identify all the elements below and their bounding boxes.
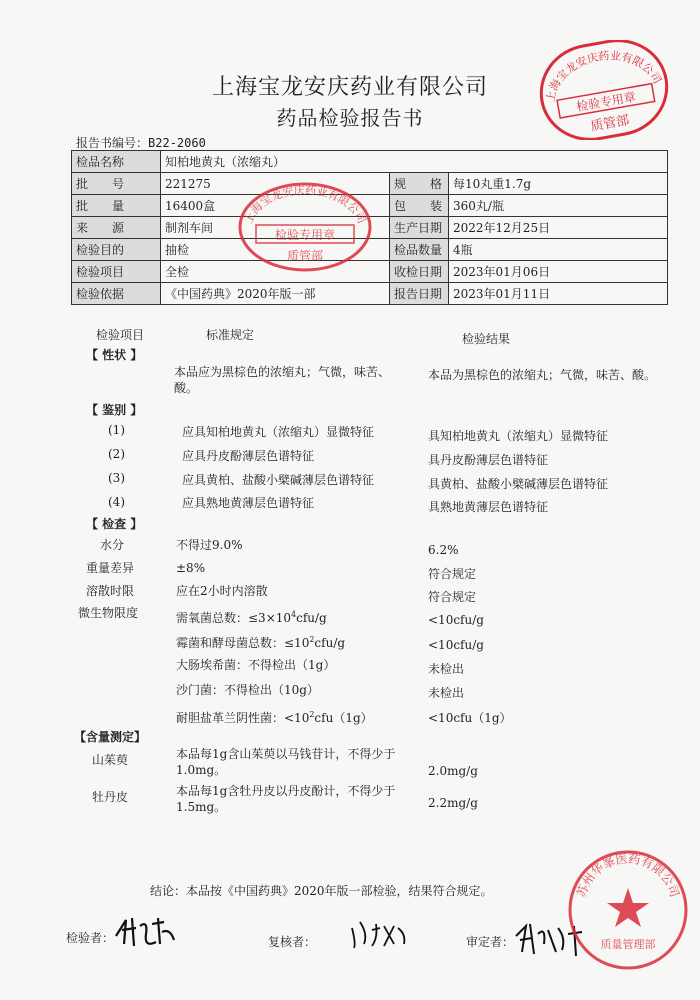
label-cell: 检验目的 [72, 239, 161, 261]
jianbie-standard: 应具黄柏、盐酸小檗碱薄层色谱特征 [182, 473, 375, 487]
company-name: 上海宝龙安庆药业有限公司 [211, 75, 488, 100]
report-number [76, 134, 206, 151]
table-row [72, 151, 668, 173]
zhongliang-result: 符合规定 [428, 567, 477, 581]
label-cell: 检验依据 [72, 283, 161, 305]
micro-result: <10cfu（1g） [428, 711, 512, 725]
label-cell: 检验项目 [72, 261, 161, 283]
reviewer-label: 复核者： [268, 935, 317, 949]
distributor-stamp [566, 848, 690, 972]
value-cell: 每10丸重1.7g [449, 173, 668, 195]
value-cell: 2023年01月06日 [449, 261, 668, 283]
stamp-arc-text: 苏州华峯医药有限公司 [574, 851, 682, 899]
label-cell: 生产日期 [390, 217, 449, 239]
value-cell: 16400盒 [161, 195, 390, 217]
shuifen-result: 6.2% [428, 543, 459, 557]
document-title: 药品检验报告书 [276, 106, 424, 130]
value-cell: 360丸/瓶 [449, 195, 668, 217]
value-cell: 4瓶 [449, 239, 668, 261]
rongsan-item: 溶散时限 [86, 584, 135, 598]
stamp-bottom-text: 质管部 [589, 113, 631, 135]
section-xingzhuang: 【 性状 】 [86, 348, 143, 362]
label-cell: 收检日期 [390, 261, 449, 283]
section-jianbie: 【 鉴别 】 [86, 403, 143, 417]
rongsan-standard: 应在2小时内溶散 [176, 584, 268, 598]
jianbie-result: 具熟地黄薄层色谱特征 [428, 500, 549, 514]
section-jiancha: 【 检查 】 [86, 517, 143, 531]
micro-standard-exp: 4 [291, 610, 297, 619]
micro-standard [176, 632, 345, 651]
stamp-arc-text: 上海宝龙安庆药业有限公司 [241, 183, 369, 226]
hanliang-standard: 本品每1g含牡丹皮以丹皮酚计，不得少于1.5mg。 [176, 784, 396, 814]
value-cell: 2022年12月25日 [449, 217, 668, 239]
xingzhuang-standard: 本品应为黑棕色的浓缩丸；气微，味苦、酸。 [174, 365, 391, 395]
label-cell: 来 源 [72, 217, 161, 239]
col-header-result: 检验结果 [462, 332, 511, 346]
jianbie-standard: 应具知柏地黄丸（浓缩丸）显微特征 [182, 425, 375, 439]
value-cell: 2023年01月11日 [449, 283, 668, 305]
micro-standard [176, 682, 319, 698]
jianbie-result: 具丹皮酚薄层色谱特征 [428, 453, 549, 467]
stamp-mid-text: 检验专用章 [274, 228, 336, 242]
shuifen-standard: 不得过9.0% [176, 538, 243, 552]
star-icon [607, 888, 649, 927]
hanliang-result: 2.0mg/g [428, 764, 478, 778]
micro-result: <10cfu/g [428, 638, 484, 652]
stamp-arc-text: 上海宝龙安庆药业有限公司 [543, 49, 665, 104]
micro-standard-pre: 大肠埃希菌：不得检出（1g） [176, 658, 336, 672]
jianbie-result: 具知柏地黄丸（浓缩丸）显微特征 [428, 429, 609, 443]
micro-standard-post: cfu/g [296, 611, 327, 625]
col-header-item: 检验项目 [96, 328, 145, 342]
hanliang-result: 2.2mg/g [428, 796, 478, 810]
jianbie-no: (1) [108, 423, 125, 437]
micro-standard [176, 607, 327, 626]
label-cell: 批 量 [72, 195, 161, 217]
micro-standard-pre: 需氧菌总数：≤3×10 [176, 611, 292, 625]
micro-result: 未检出 [428, 686, 465, 700]
report-number-value: B22-2060 [148, 136, 206, 150]
micro-standard-exp: 2 [309, 710, 315, 719]
inspector-signature [112, 912, 178, 956]
micro-result: <10cfu/g [428, 613, 484, 627]
micro-standard-pre: 霉菌和酵母菌总数：≤10 [176, 636, 310, 650]
label-cell: 检品名称 [72, 151, 161, 173]
stamp-bottom-text: 质量管理部 [600, 938, 656, 951]
label-cell: 报告日期 [390, 283, 449, 305]
micro-standard-post: cfu（1g） [314, 711, 373, 725]
approver-label: 审定者： [466, 935, 515, 949]
label-cell: 检品数量 [390, 239, 449, 261]
stamp-mid-text: 检验专用章 [575, 89, 637, 114]
company-stamp-top [538, 40, 670, 140]
svg-text:上海宝龙安庆药业有限公司 [241, 183, 369, 226]
rongsan-result: 符合规定 [428, 590, 477, 604]
value-cell: 知柏地黄丸（浓缩丸） [161, 151, 668, 173]
conclusion: 结论：本品按《中国药典》2020年版一部检验，结果符合规定。 [150, 884, 493, 898]
value-cell: 抽检 [161, 239, 390, 261]
weishengwu-item: 微生物限度 [78, 606, 139, 620]
label-cell: 规 格 [390, 173, 449, 195]
jianbie-no: (3) [108, 471, 125, 485]
value-cell: 全检 [161, 261, 390, 283]
report-number-label: 报告书编号： [76, 136, 149, 150]
jianbie-no: (2) [108, 447, 125, 461]
zhongliang-item: 重量差异 [86, 561, 135, 575]
table-row [72, 283, 668, 305]
hanliang-standard: 本品每1g含山茱萸以马钱苷计，不得少于1.0mg。 [176, 747, 396, 777]
label-cell: 批 号 [72, 173, 161, 195]
section-hanliang: 【含量测定】 [74, 730, 147, 744]
jianbie-result: 具黄柏、盐酸小檗碱薄层色谱特征 [428, 477, 609, 491]
value-cell: 221275 [161, 173, 390, 195]
micro-result: 未检出 [428, 662, 465, 676]
label-cell: 包 装 [390, 195, 449, 217]
micro-standard-post: cfu/g [314, 636, 346, 650]
micro-standard-pre: 沙门菌：不得检出（10g） [176, 683, 319, 697]
zhongliang-standard: ±8% [176, 561, 206, 575]
jianbie-standard: 应具熟地黄薄层色谱特征 [182, 496, 315, 510]
stamp-bottom-text: 质管部 [286, 249, 324, 263]
value-cell: 《中国药典》2020年版一部 [161, 283, 390, 305]
quality-stamp-center [236, 180, 374, 274]
hanliang-item: 牡丹皮 [92, 790, 129, 804]
jianbie-no: (4) [108, 495, 125, 509]
col-header-standard: 标准规定 [206, 328, 255, 342]
micro-standard-pre: 耐胆盐革兰阴性菌：<10 [176, 711, 310, 725]
hanliang-item: 山茱萸 [92, 753, 129, 767]
micro-standard [176, 657, 335, 673]
micro-standard [176, 707, 373, 726]
micro-standard-exp: 2 [309, 635, 315, 644]
jianbie-standard: 应具丹皮酚薄层色谱特征 [182, 449, 315, 463]
shuifen-item: 水分 [100, 538, 125, 552]
value-cell: 制剂车间 [161, 217, 390, 239]
inspector-label: 检验者： [66, 931, 115, 945]
xingzhuang-result: 本品为黑棕色的浓缩丸；气微，味苦、酸。 [428, 368, 657, 382]
reviewer-signature [346, 914, 412, 958]
